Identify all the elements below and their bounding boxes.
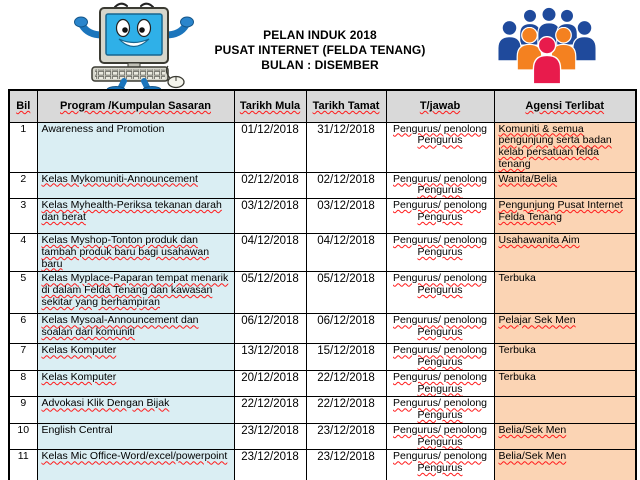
cell-program: Kelas Myshop-Tonton produk dan tambah produk baru bagi usahawan baru [37,234,234,272]
table-row [9,172,636,199]
cell-tjawab: Pengurus/ penolong Pengurus [386,397,494,424]
column-header-bil: Bil [9,90,37,122]
cell-agensi: Belia/Sek Men [494,450,636,480]
cell-tjawab: Pengurus/ penolong Pengurus [386,122,494,172]
cell-tarikh-mula: 02/12/2018 [234,172,306,199]
cell-tarikh-mula: 04/12/2018 [234,234,306,272]
table-row [9,423,636,450]
cell-bil: 9 [9,397,37,424]
cell-tarikh-tamat: 15/12/2018 [306,344,386,371]
cell-bil: 10 [9,423,37,450]
cell-program: English Central [37,423,234,450]
table-row [9,234,636,272]
cell-agensi [494,397,636,424]
cell-bil: 1 [9,122,37,172]
title-line-3: BULAN : DISEMBER [261,58,379,72]
cell-tjawab: Pengurus/ penolong Pengurus [386,370,494,397]
cell-tarikh-mula: 22/12/2018 [234,397,306,424]
cell-program: Kelas Myplace-Paparan tempat menarik di dalam Felda Tenang dan kawasan sekitar yang berhampiran [37,272,234,314]
cell-bil: 8 [9,370,37,397]
column-header-agensi: Agensi Terlibat [494,90,636,122]
table-row [9,370,636,397]
cell-program: Kelas Mic Office-Word/excel/powerpoint [37,450,234,480]
cell-program: Kelas Komputer [37,344,234,371]
cell-tjawab: Pengurus/ penolong Pengurus [386,272,494,314]
cell-program: Awareness and Promotion [37,122,234,172]
cell-tarikh-tamat: 05/12/2018 [306,272,386,314]
cell-tarikh-tamat: 06/12/2018 [306,314,386,344]
cell-tarikh-tamat: 22/12/2018 [306,397,386,424]
cell-program: Advokasi Klik Dengan Bijak [37,397,234,424]
column-header-tjawab: T/jawab [386,90,494,122]
cell-tarikh-mula: 01/12/2018 [234,122,306,172]
cell-agensi: Pelajar Sek Men [494,314,636,344]
document-title [160,28,480,73]
cell-tarikh-mula: 13/12/2018 [234,344,306,371]
cell-bil: 2 [9,172,37,199]
cell-bil: 7 [9,344,37,371]
cell-tarikh-tamat: 02/12/2018 [306,172,386,199]
cell-tjawab: Pengurus/ penolong Pengurus [386,172,494,199]
cell-tjawab: Pengurus/ penolong Pengurus [386,234,494,272]
cell-bil: 3 [9,199,37,234]
cell-agensi: Usahawanita Aim [494,234,636,272]
column-header-mula: Tarikh Mula [234,90,306,122]
cell-program: Kelas Mykomuniti-Announcement [37,172,234,199]
cell-bil: 5 [9,272,37,314]
cell-agensi: Terbuka [494,344,636,371]
cell-agensi: Komuniti & semua pengunjung serta badan kelab persatuan felda tenang [494,122,636,172]
cell-bil: 4 [9,234,37,272]
column-header-tamat: Tarikh Tamat [306,90,386,122]
cell-tjawab: Pengurus/ penolong Pengurus [386,199,494,234]
title-line-2: PUSAT INTERNET (FELDA TENANG) [214,43,426,57]
cell-tarikh-tamat: 04/12/2018 [306,234,386,272]
people-group-icon [494,7,600,87]
table-body [9,122,636,480]
cell-tarikh-tamat: 22/12/2018 [306,370,386,397]
cell-tarikh-tamat: 31/12/2018 [306,122,386,172]
cell-tarikh-mula: 05/12/2018 [234,272,306,314]
cell-tarikh-mula: 23/12/2018 [234,423,306,450]
table-row [9,397,636,424]
table-row [9,314,636,344]
cell-agensi: Belia/Sek Men [494,423,636,450]
cell-tarikh-mula: 20/12/2018 [234,370,306,397]
table-row [9,344,636,371]
cell-agensi: Pengunjung Pusat Internet Felda Tenang [494,199,636,234]
cell-bil: 6 [9,314,37,344]
table-row [9,199,636,234]
document-header [0,0,640,89]
schedule-table [8,89,637,480]
cell-tjawab: Pengurus/ penolong Pengurus [386,450,494,480]
cell-agensi: Wanita/Belia [494,172,636,199]
cell-tarikh-tamat: 23/12/2018 [306,423,386,450]
cell-agensi: Terbuka [494,272,636,314]
cell-program: Kelas Myhealth-Periksa tekanan darah dan berat [37,199,234,234]
cell-tarikh-tamat: 23/12/2018 [306,450,386,480]
cell-program: Kelas Komputer [37,370,234,397]
table-row [9,272,636,314]
table-header-row [9,90,636,122]
cell-tjawab: Pengurus/ penolong Pengurus [386,423,494,450]
table-row [9,450,636,480]
cell-tarikh-mula: 06/12/2018 [234,314,306,344]
cell-bil: 11 [9,450,37,480]
title-line-1: PELAN INDUK 2018 [263,28,377,42]
column-header-program: Program /Kumpulan Sasaran [37,90,234,122]
cell-tjawab: Pengurus/ penolong Pengurus [386,344,494,371]
cell-tarikh-mula: 03/12/2018 [234,199,306,234]
cell-program: Kelas Mysoal-Announcement dan soalan dari komuniti [37,314,234,344]
cell-tarikh-tamat: 03/12/2018 [306,199,386,234]
cell-agensi: Terbuka [494,370,636,397]
cell-tarikh-mula: 23/12/2018 [234,450,306,480]
cell-tjawab: Pengurus/ penolong Pengurus [386,314,494,344]
table-row [9,122,636,172]
